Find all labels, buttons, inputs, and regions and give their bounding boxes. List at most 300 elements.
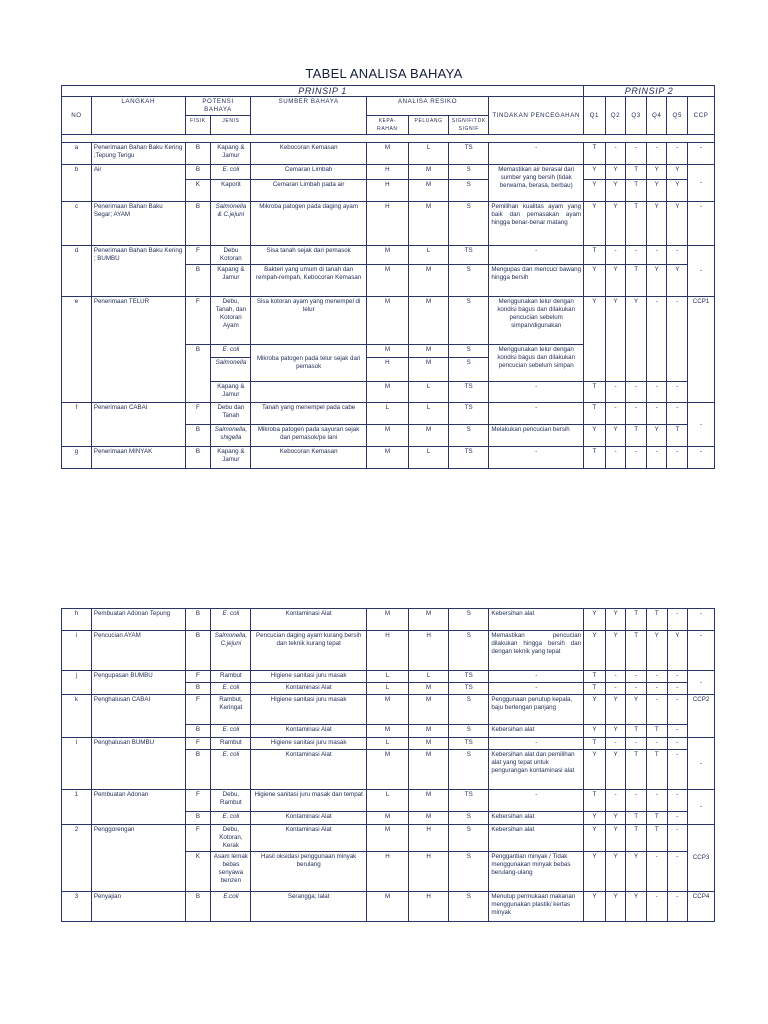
row-q1: T xyxy=(584,738,606,750)
row-q5: - xyxy=(667,246,688,265)
row-q5: Y xyxy=(667,202,688,246)
row-tindakan: - xyxy=(489,447,584,469)
row-sumber: Mikroba patogen pada telur sejak dari pemasok xyxy=(251,345,366,382)
row-q1: Y xyxy=(584,202,606,246)
row-signif: S xyxy=(449,812,489,825)
row-q3: - xyxy=(626,738,647,750)
row-q4: - xyxy=(646,671,667,683)
row-peluang: L xyxy=(409,382,449,403)
table-row xyxy=(62,631,715,671)
row-sumber: Cemaran Limbah xyxy=(251,165,366,180)
row-fisik: B xyxy=(185,812,211,825)
row-langkah: Penerimaan CABAI xyxy=(91,403,185,447)
row-q3: Y xyxy=(626,695,647,725)
row-q4: - xyxy=(646,892,667,922)
row-q3: T xyxy=(626,265,647,297)
row-jenis: Kaporit xyxy=(211,180,251,202)
row-q2: Y xyxy=(605,297,626,382)
row-fisik: K xyxy=(185,852,211,892)
row-q3: T xyxy=(626,180,647,202)
row-q2: Y xyxy=(605,750,626,790)
row-q2: Y xyxy=(605,180,626,202)
row-keparahan: M xyxy=(366,892,408,922)
col-q1: Q1 xyxy=(584,97,606,135)
row-peluang: M xyxy=(409,358,449,382)
row-jenis: Salmonella, shigella xyxy=(211,425,251,447)
row-no: b xyxy=(62,165,92,202)
row-ccp: - xyxy=(688,403,715,447)
row-sumber: Cemaran Limbah pada air xyxy=(251,180,366,202)
col-sumber: SUMBER BAHAYA xyxy=(251,97,366,135)
row-sumber: Kontaminasi Alat xyxy=(251,812,366,825)
row-fisik: B xyxy=(185,143,211,165)
row-tindakan: Penggantian minyak / Tidak menggunakan minyak bebas berulang-ulang xyxy=(489,852,584,892)
row-langkah: Penerimaan TELUR xyxy=(91,297,185,403)
row-jenis: Salmonella xyxy=(211,358,251,382)
row-peluang: M xyxy=(409,425,449,447)
row-jenis: E. coli xyxy=(211,812,251,825)
row-q1: Y xyxy=(584,892,606,922)
row-ccp: CCP4 xyxy=(688,892,715,922)
row-ccp: - xyxy=(688,790,715,825)
row-q2: - xyxy=(605,738,626,750)
row-fisik: B xyxy=(185,609,211,631)
row-jenis: Kapang & Jamur xyxy=(211,265,251,297)
row-peluang: M xyxy=(409,695,449,725)
row-q2: - xyxy=(605,671,626,683)
row-q3: - xyxy=(626,143,647,165)
row-peluang: H xyxy=(409,892,449,922)
row-q3: T xyxy=(626,202,647,246)
row-signif: TS xyxy=(449,143,489,165)
row-peluang: L xyxy=(409,143,449,165)
row-peluang: M xyxy=(409,683,449,695)
table-row xyxy=(62,738,715,750)
row-q5: T xyxy=(667,425,688,447)
row-ccp: - xyxy=(688,165,715,202)
row-keparahan: M xyxy=(366,425,408,447)
row-peluang: M xyxy=(409,180,449,202)
hazard-table-1 xyxy=(61,85,715,469)
row-keparahan: L xyxy=(366,671,408,683)
row-tindakan: Menggunakan telur dengan kondisi bagus dan dilakukan pencucian sebelum simpan/digunakan xyxy=(489,297,584,345)
row-tindakan: - xyxy=(489,790,584,812)
row-q1: T xyxy=(584,246,606,265)
row-sumber: Sisa kotoran ayam yang menempel di telur xyxy=(251,297,366,345)
row-jenis: Rambut xyxy=(211,671,251,683)
row-tindakan: - xyxy=(489,683,584,695)
row-q3: - xyxy=(626,671,647,683)
row-keparahan: M xyxy=(366,265,408,297)
row-q2: - xyxy=(605,683,626,695)
row-signif: S xyxy=(449,202,489,246)
row-langkah: Pembuatan Adonan xyxy=(91,790,185,825)
row-q5: - xyxy=(667,825,688,852)
row-q1: Y xyxy=(584,631,606,671)
row-jenis: Debu Kotoran xyxy=(211,246,251,265)
row-no: j xyxy=(62,671,92,695)
row-langkah: Pengupasan BUMBU xyxy=(91,671,185,695)
row-sumber: Serangga; lalat xyxy=(251,892,366,922)
col-jenis: JENIS xyxy=(211,116,251,135)
row-tindakan: Kebersihan alat xyxy=(489,812,584,825)
row-ccp: - xyxy=(688,246,715,297)
table-row xyxy=(62,790,715,812)
row-ccp: - xyxy=(688,609,715,631)
row-q3: - xyxy=(626,246,647,265)
row-tindakan: Melakukan pencucian bersih xyxy=(489,425,584,447)
table-row xyxy=(62,143,715,165)
table-row xyxy=(62,297,715,345)
row-tindakan: Kebersihan alat xyxy=(489,725,584,738)
row-fisik: F xyxy=(185,825,211,852)
col-ccp: CCP xyxy=(688,97,715,135)
row-no: 1 xyxy=(62,790,92,825)
row-q2: - xyxy=(605,382,626,403)
row-no: f xyxy=(62,403,92,447)
row-q1: Y xyxy=(584,180,606,202)
row-jenis: Debu dan Tanah xyxy=(211,403,251,425)
row-jenis: Salmonella, C.jejuni xyxy=(211,631,251,671)
row-signif: S xyxy=(449,358,489,382)
row-q1: T xyxy=(584,671,606,683)
row-q2: Y xyxy=(605,609,626,631)
row-signif: S xyxy=(449,265,489,297)
row-peluang: M xyxy=(409,725,449,738)
row-q4: - xyxy=(646,790,667,812)
row-q5: Y xyxy=(667,265,688,297)
row-peluang: M xyxy=(409,165,449,180)
row-q2: - xyxy=(605,246,626,265)
row-q2: Y xyxy=(605,812,626,825)
row-sumber: Higiene sanitasi juru masak dan tempat xyxy=(251,790,366,812)
row-signif: S xyxy=(449,297,489,345)
row-q4: Y xyxy=(646,265,667,297)
row-peluang: L xyxy=(409,246,449,265)
row-peluang: M xyxy=(409,265,449,297)
row-tindakan: Menutup permukaan makanan menggunakan plastik/ kertas minyak xyxy=(489,892,584,922)
row-q5: Y xyxy=(667,631,688,671)
row-ccp: - xyxy=(688,671,715,695)
row-q1: Y xyxy=(584,609,606,631)
table-row xyxy=(62,892,715,922)
row-q1: Y xyxy=(584,425,606,447)
row-jenis: E. coli xyxy=(211,165,251,180)
row-signif: TS xyxy=(449,738,489,750)
table-row xyxy=(62,825,715,852)
row-sumber: Higiene sanitasi juru masak xyxy=(251,671,366,683)
row-keparahan: M xyxy=(366,143,408,165)
row-q4: Y xyxy=(646,202,667,246)
col-potensi: POTENSI BAHAYA xyxy=(185,97,251,116)
row-keparahan: M xyxy=(366,695,408,725)
row-keparahan: M xyxy=(366,345,408,358)
row-peluang: M xyxy=(409,297,449,345)
hazard-table-2 xyxy=(61,608,715,922)
row-signif: TS xyxy=(449,683,489,695)
row-q3: T xyxy=(626,825,647,852)
row-keparahan: H xyxy=(366,165,408,180)
row-q5: - xyxy=(667,725,688,738)
row-q5: - xyxy=(667,382,688,403)
row-jenis: Debu, Rambut xyxy=(211,790,251,812)
row-signif: S xyxy=(449,165,489,180)
row-signif: S xyxy=(449,180,489,202)
row-q4: - xyxy=(646,695,667,725)
row-ccp: CCP1 xyxy=(688,297,715,403)
row-signif: S xyxy=(449,725,489,738)
row-q1: Y xyxy=(584,852,606,892)
table-row xyxy=(62,671,715,683)
row-signif: S xyxy=(449,852,489,892)
row-tindakan: Kebersihan alat xyxy=(489,609,584,631)
row-q1: Y xyxy=(584,265,606,297)
document-title: TABEL ANALISA BAHAYA xyxy=(305,66,463,81)
row-langkah: Air xyxy=(91,165,185,202)
row-q4: - xyxy=(646,143,667,165)
row-ccp: - xyxy=(688,143,715,165)
row-q4: T xyxy=(646,825,667,852)
row-langkah: Penghalusan CABAI xyxy=(91,695,185,738)
row-q4: Y xyxy=(646,165,667,180)
row-keparahan: L xyxy=(366,738,408,750)
row-q4: - xyxy=(646,382,667,403)
row-keparahan: H xyxy=(366,202,408,246)
row-ccp: CCP3 xyxy=(688,825,715,892)
row-ccp: CCP2 xyxy=(688,695,715,738)
row-q5: - xyxy=(667,892,688,922)
row-peluang: L xyxy=(409,671,449,683)
row-peluang: M xyxy=(409,202,449,246)
row-q1: T xyxy=(584,403,606,425)
row-sumber xyxy=(251,382,366,403)
row-q4: Y xyxy=(646,631,667,671)
row-signif: S xyxy=(449,345,489,358)
table-row xyxy=(62,403,715,425)
col-keparahan: KEPA-RAHAN xyxy=(366,116,408,135)
row-q3: - xyxy=(626,403,647,425)
row-q1: Y xyxy=(584,725,606,738)
row-sumber: Higiene sanitasi juru masak xyxy=(251,738,366,750)
row-peluang: M xyxy=(409,609,449,631)
row-q3: T xyxy=(626,425,647,447)
row-q3: T xyxy=(626,750,647,790)
row-q4: Y xyxy=(646,180,667,202)
row-signif: S xyxy=(449,609,489,631)
row-signif: S xyxy=(449,425,489,447)
row-peluang: H xyxy=(409,825,449,852)
row-keparahan: H xyxy=(366,631,408,671)
row-langkah: Penyajian xyxy=(91,892,185,922)
row-keparahan: H xyxy=(366,852,408,892)
row-keparahan: M xyxy=(366,609,408,631)
table-row xyxy=(62,246,715,265)
row-q2: Y xyxy=(605,202,626,246)
row-tindakan: - xyxy=(489,143,584,165)
row-sumber: Higiene sanitasi juru masak xyxy=(251,695,366,725)
row-q4: - xyxy=(646,297,667,382)
row-no: 3 xyxy=(62,892,92,922)
table-row xyxy=(62,609,715,631)
row-q2: - xyxy=(605,790,626,812)
row-sumber: Hasil oksidasi penggunaan minyak berulang xyxy=(251,852,366,892)
col-q3: Q3 xyxy=(626,97,647,135)
row-q4: T xyxy=(646,609,667,631)
row-jenis: E. coli xyxy=(211,725,251,738)
row-fisik: F xyxy=(185,671,211,683)
row-q3: Y xyxy=(626,297,647,382)
row-keparahan: M xyxy=(366,382,408,403)
row-langkah: Penghalusan BUMBU xyxy=(91,738,185,790)
row-q4: T xyxy=(646,812,667,825)
row-fisik: B xyxy=(185,202,211,246)
col-peluang: PELUANG xyxy=(409,116,449,135)
col-signif: SIGNIF/TDK SIGNIF xyxy=(449,116,489,135)
row-q4: - xyxy=(646,447,667,469)
row-tindakan: - xyxy=(489,246,584,265)
row-fisik: F xyxy=(185,297,211,345)
row-q5: - xyxy=(667,695,688,725)
row-fisik: B xyxy=(185,265,211,297)
row-signif: S xyxy=(449,750,489,790)
row-tindakan: Memastikan pencucian dilakukan hingga bersih dan dengan teknik yang tepat xyxy=(489,631,584,671)
row-q2: Y xyxy=(605,825,626,852)
row-q3: Y xyxy=(626,892,647,922)
row-jenis: E. coli xyxy=(211,609,251,631)
row-langkah: Penggorengan xyxy=(91,825,185,892)
row-jenis: Rambut, Keringat xyxy=(211,695,251,725)
row-jenis: E. coli xyxy=(211,345,251,358)
col-q4: Q4 xyxy=(646,97,667,135)
row-no: e xyxy=(62,297,92,403)
row-q1: T xyxy=(584,143,606,165)
row-jenis: E. coli xyxy=(211,683,251,695)
row-keparahan: M xyxy=(366,825,408,852)
row-q1: Y xyxy=(584,165,606,180)
row-keparahan: M xyxy=(366,297,408,345)
row-q3: T xyxy=(626,725,647,738)
row-langkah: Pembuatan Adonan Tepung xyxy=(91,609,185,631)
row-no: i xyxy=(62,631,92,671)
row-fisik: K xyxy=(185,180,211,202)
row-q2: Y xyxy=(605,425,626,447)
row-tindakan: Menggunakan telur dengan kondisi bagus dan dilakukan pencucian sebelum simpan xyxy=(489,345,584,382)
row-sumber: Kontaminasi Alat xyxy=(251,825,366,852)
table-row xyxy=(62,202,715,246)
row-q3: T xyxy=(626,165,647,180)
row-q5: - xyxy=(667,683,688,695)
row-q1: T xyxy=(584,447,606,469)
row-sumber: Pencucian daging ayam kurang bersih dan teknik kurang tepat xyxy=(251,631,366,671)
row-q1: T xyxy=(584,790,606,812)
row-no: a xyxy=(62,143,92,165)
row-ccp: - xyxy=(688,738,715,790)
row-q4: - xyxy=(646,246,667,265)
col-analisa: ANALISA RESIKO xyxy=(366,97,489,116)
row-sumber: Bakteri yang umum di tanah dan rempah-rempah, Kebocoran Kemasan xyxy=(251,265,366,297)
row-q2: - xyxy=(605,403,626,425)
row-q3: - xyxy=(626,447,647,469)
row-q5: - xyxy=(667,671,688,683)
row-q2: Y xyxy=(605,631,626,671)
row-peluang: M xyxy=(409,738,449,750)
row-peluang: M xyxy=(409,750,449,790)
row-langkah: Penerimaan MINYAK xyxy=(91,447,185,469)
row-fisik: B xyxy=(185,683,211,695)
row-fisik: B xyxy=(185,425,211,447)
row-sumber: Mikroba patogen pada daging ayam xyxy=(251,202,366,246)
row-q5: Y xyxy=(667,165,688,180)
row-peluang: H xyxy=(409,852,449,892)
row-q1: Y xyxy=(584,695,606,725)
row-tindakan: - xyxy=(489,738,584,750)
table-row xyxy=(62,447,715,469)
row-q5: - xyxy=(667,609,688,631)
col-no: NO xyxy=(62,97,92,135)
row-no: d xyxy=(62,246,92,297)
row-jenis: Kapang & Jamur xyxy=(211,143,251,165)
row-q3: - xyxy=(626,790,647,812)
row-signif: TS xyxy=(449,671,489,683)
row-sumber: Kontaminasi Alat xyxy=(251,609,366,631)
prinsip-2-header: PRINSIP 2 xyxy=(584,86,715,97)
table-row xyxy=(62,695,715,725)
row-jenis: Kapang & Jamur xyxy=(211,447,251,469)
row-q1: Y xyxy=(584,297,606,382)
row-fisik: F xyxy=(185,790,211,812)
row-q3: T xyxy=(626,631,647,671)
row-signif: S xyxy=(449,631,489,671)
col-tindakan: TINDAKAN PENCEGAHAN xyxy=(489,97,584,135)
row-langkah: Penerimaan Bahan Baku Segar; AYAM xyxy=(91,202,185,246)
row-fisik: F xyxy=(185,403,211,425)
row-q5: - xyxy=(667,790,688,812)
row-keparahan: L xyxy=(366,403,408,425)
row-tindakan: - xyxy=(489,671,584,683)
row-q2: Y xyxy=(605,265,626,297)
row-keparahan: M xyxy=(366,246,408,265)
row-keparahan: L xyxy=(366,790,408,812)
row-fisik: B xyxy=(185,165,211,180)
row-q2: Y xyxy=(605,852,626,892)
row-keparahan: M xyxy=(366,447,408,469)
row-q5: - xyxy=(667,750,688,790)
col-fisik: FISIK xyxy=(185,116,211,135)
row-signif: TS xyxy=(449,790,489,812)
row-signif: TS xyxy=(449,382,489,403)
row-sumber: Tanah yang menempel pada cabe xyxy=(251,403,366,425)
row-keparahan: M xyxy=(366,750,408,790)
row-tindakan: Penggunaan penutup kepala, baju berlengan panjang xyxy=(489,695,584,725)
row-q3: - xyxy=(626,382,647,403)
row-q4: Y xyxy=(646,425,667,447)
row-sumber: Kebocoran Kemasan xyxy=(251,143,366,165)
row-signif: TS xyxy=(449,246,489,265)
row-peluang: L xyxy=(409,447,449,469)
row-fisik: B xyxy=(185,725,211,738)
row-q3: T xyxy=(626,812,647,825)
row-q5: - xyxy=(667,852,688,892)
prinsip-1-header: PRINSIP 1 xyxy=(62,86,584,97)
row-q5: - xyxy=(667,297,688,382)
row-q4: - xyxy=(646,683,667,695)
row-q3: T xyxy=(626,609,647,631)
col-langkah: LANGKAH xyxy=(91,97,185,135)
row-sumber: Kontaminasi Alat xyxy=(251,750,366,790)
row-q2: Y xyxy=(605,165,626,180)
table-row xyxy=(62,165,715,180)
row-q2: Y xyxy=(605,725,626,738)
